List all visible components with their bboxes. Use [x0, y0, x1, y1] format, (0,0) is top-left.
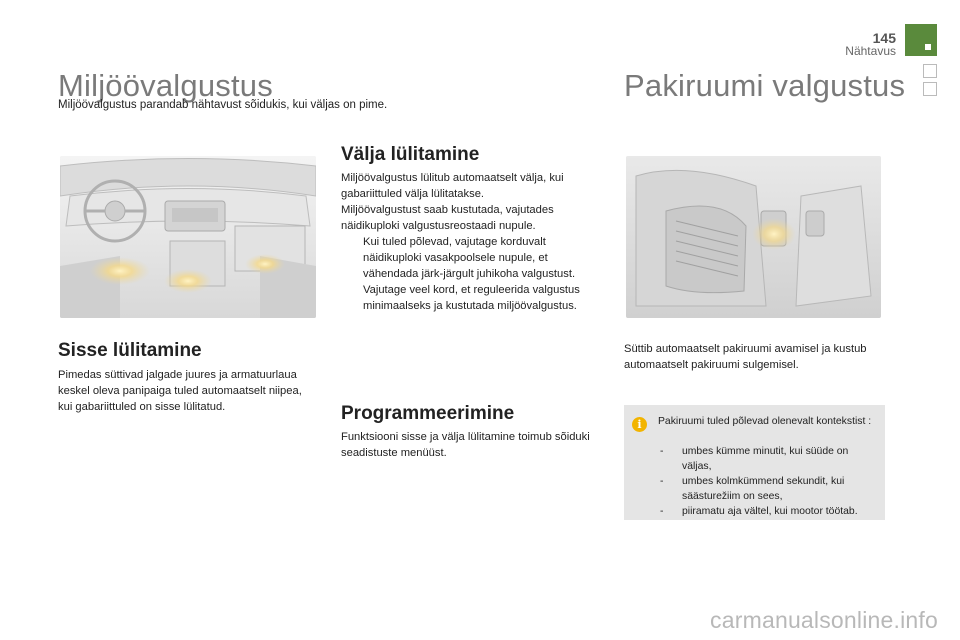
list-item: Vajutage veel kord, et reguleerida valgustus minimaalseks ja kustutada miljöövalgustus. [363, 284, 580, 312]
programming-text: Funktsiooni sisse ja välja lülitamine toimub sõiduki seadistuste menüüst. [341, 431, 590, 459]
switch-on-heading: Sisse lülitamine [58, 340, 202, 361]
tab-dot-icon [925, 44, 931, 50]
boot-drawing [626, 156, 881, 318]
chapter-tab[interactable] [923, 64, 937, 78]
section-label: Nähtavus [845, 44, 896, 58]
switch-off-bullets [341, 234, 603, 314]
right-section-title: Pakiruumi valgustus [624, 68, 906, 103]
info-icon: i [632, 417, 647, 432]
info-intro: Pakiruumi tuled põlevad olenevalt kontekstist : [658, 416, 872, 427]
boot-lighting-illustration [626, 156, 881, 318]
list-item: - umbes kümme minutit, kui süüde on väljas, [660, 446, 849, 472]
chapter-tab[interactable] [923, 82, 937, 96]
switch-on-text: Pimedas süttivad jalgade juures ja armatuurlaua keskel oleva panipaiga tuled automaatselt niipea, kui gabariittuled on sisse lülitatud. [58, 369, 302, 413]
info-list [658, 444, 880, 519]
list-item: - umbes kolmkümmend sekundit, kui säästurežiim on sees, [660, 476, 845, 502]
list-item: - piiramatu aja vältel, kui mootor töötab. [660, 506, 858, 517]
list-item: Kui tuled põlevad, vajutage korduvalt näidikuploki vasakpoolsele nupule, et vähendada järk-järgult juhikoha valgustust. [363, 236, 576, 280]
info-box [624, 405, 885, 520]
chapter-tab-active[interactable] [905, 24, 937, 56]
boot-lighting-text: Süttib automaatselt pakiruumi avamisel ja kustub automaatselt pakiruumi sulgemisel. [624, 343, 867, 371]
dashboard-drawing [60, 156, 316, 318]
programming-heading: Programmeerimine [341, 403, 515, 424]
page-number: 145 [872, 30, 896, 46]
switch-off-text: Miljöövalgustus lülitub automaatselt välja, kui gabariittuled välja lülitatakse. [341, 172, 564, 200]
ambient-lighting-illustration [60, 156, 316, 318]
switch-off-text-2: Miljöövalgustust saab kustutada, vajutades näidikuploki valgustusreostaadi nupule. [341, 204, 554, 232]
left-intro-text: Miljöövalgustus parandab nähtavust sõidukis, kui väljas on pime. [58, 99, 388, 111]
watermark: carmanualsonline.info [710, 607, 938, 633]
left-section-title: Miljöövalgustus [58, 68, 273, 103]
switch-off-heading: Välja lülitamine [341, 144, 480, 165]
